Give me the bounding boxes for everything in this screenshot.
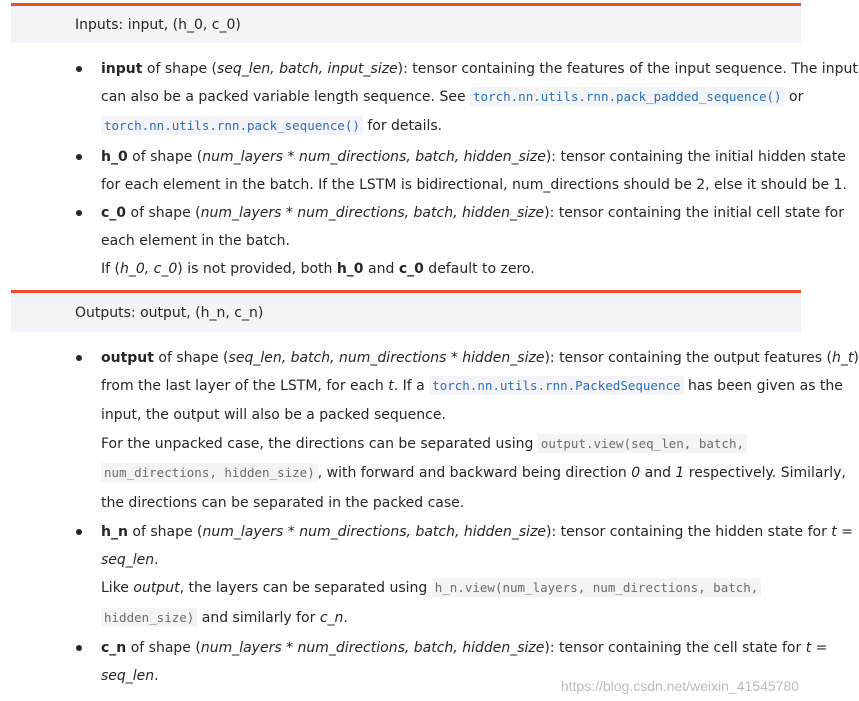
- inputs-list: [80, 55, 858, 283]
- param-hn: h_n of shape (num_layers * num_directions, batch, hidden_size): tensor containing the hidden state for t = seq_len. Like output, the layers can be separated using h_n.view(num_layers, num_directions, batch, hidden_size) and similarly for c_n.: [80, 518, 802, 634]
- param-name-output: output: [101, 350, 154, 366]
- inputs-header-text: Inputs: input, (h_0, c_0): [75, 16, 241, 33]
- param-name-cn: c_n: [101, 640, 127, 656]
- param-name-c0: c_0: [101, 205, 127, 221]
- outputs-header-text: Outputs: output, (h_n, c_n): [75, 304, 264, 321]
- bullet-icon: [76, 645, 82, 651]
- bullet-icon: [76, 210, 82, 216]
- param-c0: c_0 of shape (num_layers * num_directions, batch, hidden_size): tensor containing the initial cell state for each element in the batch. If (h_0, c_0) is not provided, both h_0 and c_0 default to zero.: [80, 199, 802, 283]
- bullet-icon: [76, 154, 82, 160]
- hn-view-code: h_n.view(num_layers, num_directions, batch,: [432, 578, 762, 597]
- param-name-input: input: [101, 61, 143, 77]
- inputs-section-header: [11, 3, 801, 43]
- output-view-code-cont: num_directions, hidden_size): [101, 463, 318, 482]
- param-name-h0: h_0: [101, 149, 128, 165]
- param-output: output of shape (seq_len, batch, num_directions * hidden_size): tensor containing the output features (h_t) from the last layer of the LSTM, for each t. If a torch.nn.utils.rnn.PackedSequence has been given as the input, the output will also be a packed sequence. For the unpacked case, the directions can be separated using output.view(seq_len, batch, num_directions, hidden_size) , with forward and backward being direction 0 and 1 respectively. Similarly, the directions can be separated in the packed case.: [80, 344, 802, 514]
- bullet-icon: [76, 66, 82, 72]
- outputs-section-header: [11, 290, 801, 332]
- hn-view-code-cont: hidden_size): [101, 608, 197, 627]
- output-view-code: output.view(seq_len, batch,: [538, 434, 747, 453]
- param-input: input of shape (seq_len, batch, input_size): tensor containing the features of the input sequence. The input can also be a packed variable length sequence. See torch.nn.utils.rnn.pack_padded_sequence() or torch.nn.utils.rnn.pack_sequence() for details.: [80, 55, 802, 139]
- param-cn: c_n of shape (num_layers * num_directions, batch, hidden_size): tensor containing the cell state for t = seq_len.: [80, 634, 802, 690]
- pack-sequence-link[interactable]: torch.nn.utils.rnn.pack_sequence(): [101, 116, 363, 135]
- pack-padded-sequence-link[interactable]: torch.nn.utils.rnn.pack_padded_sequence(): [470, 87, 785, 106]
- packed-sequence-link[interactable]: torch.nn.utils.rnn.PackedSequence: [429, 376, 683, 395]
- bullet-icon: [76, 355, 82, 361]
- param-name-hn: h_n: [101, 524, 128, 540]
- bullet-icon: [76, 529, 82, 535]
- outputs-list: [80, 344, 859, 690]
- watermark: https://blog.csdn.net/weixin_41545780: [560, 678, 799, 694]
- param-h0: h_0 of shape (num_layers * num_directions, batch, hidden_size): tensor containing the initial hidden state for each element in the batch. If the LSTM is bidirectional, num_directions should be 2, else it should be 1.: [80, 143, 802, 199]
